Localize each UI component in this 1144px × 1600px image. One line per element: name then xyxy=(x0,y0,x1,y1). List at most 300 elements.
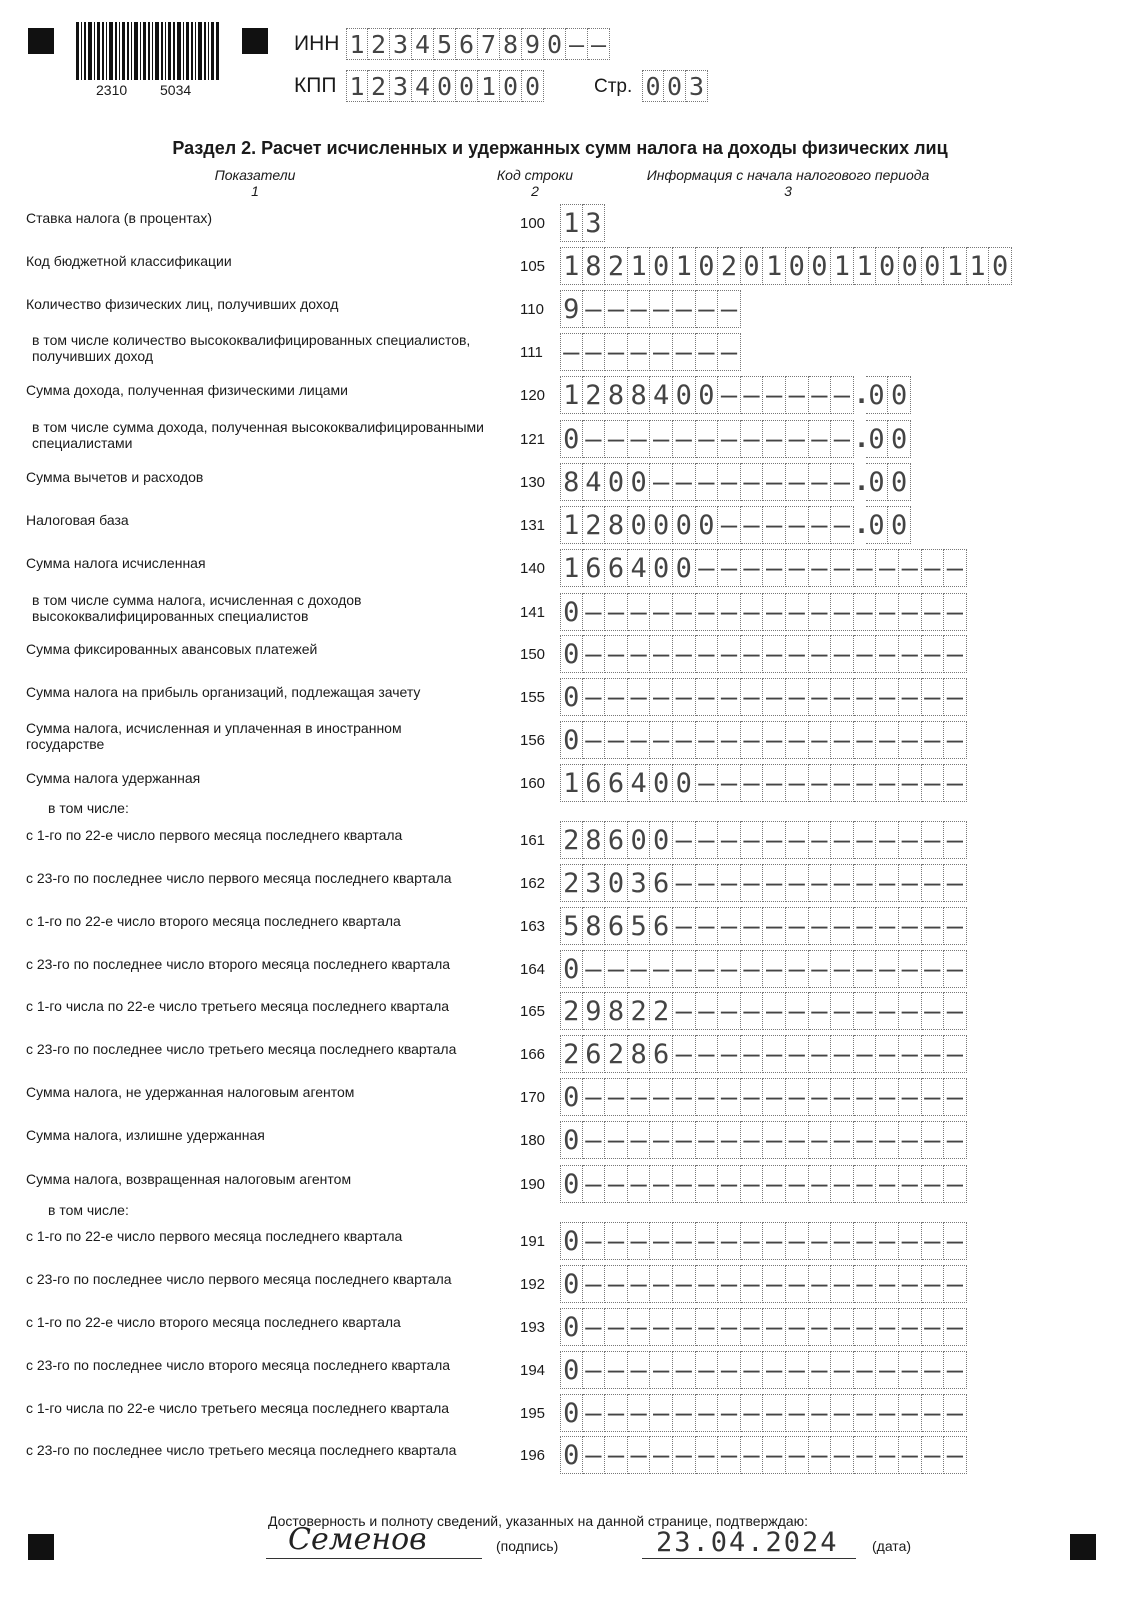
column-header-indicators xyxy=(180,167,330,199)
value-cell: 0 xyxy=(560,1394,583,1432)
value-cell: – xyxy=(854,1078,877,1116)
value-cell: – xyxy=(922,1394,945,1432)
inn-cell: 9 xyxy=(522,28,544,60)
value-cell: – xyxy=(628,1265,651,1303)
value-cell: – xyxy=(763,1078,786,1116)
value-cell: 0 xyxy=(888,420,911,458)
value-cell: – xyxy=(718,992,741,1030)
value-cell: – xyxy=(944,764,967,802)
value-cell: – xyxy=(763,1436,786,1474)
inn-cell: 3 xyxy=(390,28,412,60)
value-cell: – xyxy=(696,463,719,501)
value-cell: – xyxy=(650,1165,673,1203)
value-cell: – xyxy=(605,950,628,988)
corner-marker-bottom-left xyxy=(28,1534,54,1560)
value-cell: 1 xyxy=(673,247,696,285)
value-cell: 2 xyxy=(650,992,673,1030)
value-cell: – xyxy=(605,1351,628,1389)
row-value-140 xyxy=(560,549,967,587)
value-cell: – xyxy=(650,1436,673,1474)
value-cell: – xyxy=(922,593,945,631)
page-label: Стр. xyxy=(594,76,633,97)
value-cell: 8 xyxy=(628,376,651,414)
form-row-140 xyxy=(0,546,1144,588)
value-cell: – xyxy=(696,821,719,859)
value-cell: – xyxy=(876,635,899,673)
value-cell: – xyxy=(944,593,967,631)
row-code-190: 190 xyxy=(520,1176,546,1193)
value-cell: – xyxy=(944,1351,967,1389)
value-cell: – xyxy=(673,678,696,716)
value-cell: – xyxy=(854,678,877,716)
form-row-100 xyxy=(0,201,1144,243)
value-cell: – xyxy=(696,864,719,902)
value-cell: – xyxy=(650,1078,673,1116)
value-cell: – xyxy=(718,1351,741,1389)
form-row-130 xyxy=(0,460,1144,502)
value-cell: 6 xyxy=(650,864,673,902)
value-cell: – xyxy=(741,764,764,802)
value-cell: – xyxy=(876,950,899,988)
row-value-120 xyxy=(560,376,911,414)
value-cell: – xyxy=(741,463,764,501)
value-cell: – xyxy=(899,721,922,759)
value-cell: – xyxy=(650,1222,673,1260)
value-cell: – xyxy=(899,1165,922,1203)
row-label-140: Сумма налога исчисленная xyxy=(26,555,206,571)
value-cell: 0 xyxy=(696,506,719,544)
value-cell: – xyxy=(922,1121,945,1159)
value-cell: – xyxy=(673,463,696,501)
value-cell: – xyxy=(786,1121,809,1159)
value-cell: 0 xyxy=(560,593,583,631)
value-cell: – xyxy=(786,549,809,587)
inn-cell: 1 xyxy=(346,28,368,60)
value-cell: 0 xyxy=(560,1436,583,1474)
value-cell: – xyxy=(831,864,854,902)
value-cell: – xyxy=(922,1351,945,1389)
value-cell: – xyxy=(809,376,832,414)
kpp-cell: 2 xyxy=(368,70,390,102)
value-cell: – xyxy=(628,950,651,988)
value-cell: – xyxy=(718,1121,741,1159)
value-cell: – xyxy=(831,678,854,716)
row-label-100: Ставка налога (в процентах) xyxy=(26,210,213,226)
row-value-164 xyxy=(560,950,967,988)
value-cell: 1 xyxy=(763,247,786,285)
value-cell: – xyxy=(922,1078,945,1116)
value-cell: – xyxy=(696,1222,719,1260)
row-value-163 xyxy=(560,907,967,945)
value-cell: – xyxy=(876,1222,899,1260)
value-cell: – xyxy=(673,1351,696,1389)
row-code-140: 140 xyxy=(520,560,546,577)
value-cell: 9 xyxy=(560,290,583,328)
kpp-cell: 1 xyxy=(346,70,368,102)
row-code-194: 194 xyxy=(520,1362,546,1379)
value-cell: 2 xyxy=(560,1035,583,1073)
row-value-166 xyxy=(560,1035,967,1073)
value-cell: – xyxy=(876,1265,899,1303)
value-cell: – xyxy=(831,506,854,544)
value-cell: – xyxy=(786,1394,809,1432)
value-cell: – xyxy=(741,1308,764,1346)
value-cell: – xyxy=(718,864,741,902)
value-cell: – xyxy=(650,678,673,716)
value-cell: – xyxy=(605,1078,628,1116)
value-cell: – xyxy=(876,593,899,631)
row-value-111 xyxy=(560,333,741,371)
value-cell: – xyxy=(809,1394,832,1432)
value-cell: – xyxy=(628,290,651,328)
value-cell: – xyxy=(718,420,741,458)
value-cell: – xyxy=(922,1165,945,1203)
value-cell: 8 xyxy=(583,821,606,859)
value-cell: – xyxy=(786,821,809,859)
value-cell: 8 xyxy=(583,907,606,945)
value-cell: – xyxy=(899,1265,922,1303)
value-cell: – xyxy=(673,950,696,988)
value-cell: – xyxy=(628,1078,651,1116)
value-cell: – xyxy=(673,821,696,859)
row-code-165: 165 xyxy=(520,1003,546,1020)
value-cell: – xyxy=(876,907,899,945)
value-cell: – xyxy=(763,376,786,414)
value-cell: – xyxy=(583,290,606,328)
row-label-130: Сумма вычетов и расходов xyxy=(26,469,204,485)
value-cell: – xyxy=(831,420,854,458)
value-cell: – xyxy=(583,950,606,988)
value-cell: – xyxy=(696,1265,719,1303)
value-cell: 0 xyxy=(876,247,899,285)
value-cell: – xyxy=(786,907,809,945)
value-cell: – xyxy=(922,549,945,587)
value-cell: – xyxy=(741,1222,764,1260)
value-cell: – xyxy=(628,593,651,631)
value-cell: – xyxy=(786,1308,809,1346)
form-row-105 xyxy=(0,244,1144,286)
value-cell: 1 xyxy=(967,247,990,285)
row-value-170 xyxy=(560,1078,967,1116)
value-cell: – xyxy=(831,1308,854,1346)
value-cell: 2 xyxy=(560,864,583,902)
value-cell: 0 xyxy=(560,721,583,759)
row-label-196: с 23-го по последнее число третьего месяца последнего квартала xyxy=(26,1442,457,1458)
value-cell: – xyxy=(854,1394,877,1432)
inn-cell: 2 xyxy=(368,28,390,60)
value-cell: 2 xyxy=(560,992,583,1030)
value-cell: – xyxy=(763,764,786,802)
value-cell: 0 xyxy=(673,376,696,414)
value-cell: – xyxy=(741,907,764,945)
value-cell: – xyxy=(605,1121,628,1159)
row-label-193: с 1-го по 22-е число второго месяца последнего квартала xyxy=(26,1314,401,1330)
value-cell: – xyxy=(605,1436,628,1474)
page-number-cells xyxy=(642,70,708,102)
value-cell: 9 xyxy=(583,992,606,1030)
kpp-cell: 0 xyxy=(456,70,478,102)
value-cell: – xyxy=(831,376,854,414)
row-value-180 xyxy=(560,1121,967,1159)
value-cell: – xyxy=(876,1121,899,1159)
value-cell: – xyxy=(854,1121,877,1159)
value-cell: – xyxy=(741,678,764,716)
value-cell: – xyxy=(718,907,741,945)
value-cell: – xyxy=(876,1394,899,1432)
row-value-100 xyxy=(560,204,605,242)
barcode-number-right: 5034 xyxy=(160,82,192,98)
value-cell: – xyxy=(899,1121,922,1159)
value-cell: 0 xyxy=(786,247,809,285)
value-cell: 8 xyxy=(628,1035,651,1073)
row-label-192: с 23-го по последнее число первого месяца последнего квартала xyxy=(26,1271,452,1287)
value-cell: – xyxy=(876,764,899,802)
value-cell: 0 xyxy=(888,463,911,501)
value-cell: – xyxy=(673,721,696,759)
value-cell: – xyxy=(673,1265,696,1303)
value-cell: – xyxy=(944,1222,967,1260)
value-cell: – xyxy=(718,950,741,988)
value-cell: – xyxy=(583,1308,606,1346)
value-cell: – xyxy=(899,678,922,716)
row-code-141: 141 xyxy=(520,604,546,621)
row-value-190 xyxy=(560,1165,967,1203)
form-row-120 xyxy=(0,373,1144,415)
inn-label: ИНН xyxy=(294,32,340,55)
value-cell: 0 xyxy=(888,506,911,544)
row-code-105: 105 xyxy=(520,258,546,275)
value-cell: – xyxy=(583,1351,606,1389)
value-cell: – xyxy=(809,635,832,673)
value-cell: 2 xyxy=(583,376,606,414)
value-cell: – xyxy=(809,1078,832,1116)
value-cell: – xyxy=(583,1121,606,1159)
row-label-161: с 1-го по 22-е число первого месяца последнего квартала xyxy=(26,827,403,843)
value-cell: 1 xyxy=(560,506,583,544)
value-cell: 0 xyxy=(560,1165,583,1203)
value-cell: – xyxy=(922,1265,945,1303)
value-cell: – xyxy=(944,1308,967,1346)
value-cell: – xyxy=(696,1035,719,1073)
value-cell: – xyxy=(899,1308,922,1346)
row-code-160: 160 xyxy=(520,775,546,792)
value-cell: – xyxy=(831,907,854,945)
value-cell: – xyxy=(741,864,764,902)
value-cell: – xyxy=(605,290,628,328)
value-cell: 0 xyxy=(560,635,583,673)
value-cell: – xyxy=(922,678,945,716)
value-cell: – xyxy=(673,1394,696,1432)
value-cell: – xyxy=(922,864,945,902)
row-label-110: Количество физических лиц, получивших доход xyxy=(26,296,339,312)
row-code-162: 162 xyxy=(520,875,546,892)
row-value-195 xyxy=(560,1394,967,1432)
row-label-170: Сумма налога, не удержанная налоговым агентом xyxy=(26,1084,355,1100)
value-cell: 6 xyxy=(650,907,673,945)
value-cell: – xyxy=(696,593,719,631)
row-code-120: 120 xyxy=(520,387,546,404)
value-cell: – xyxy=(605,1308,628,1346)
value-cell: – xyxy=(809,950,832,988)
value-cell: – xyxy=(763,678,786,716)
barcode-number-left: 2310 xyxy=(96,82,128,98)
value-cell: – xyxy=(605,721,628,759)
value-cell: 0 xyxy=(989,247,1012,285)
value-cell: – xyxy=(673,420,696,458)
value-cell: – xyxy=(831,992,854,1030)
row-code-192: 192 xyxy=(520,1276,546,1293)
value-cell: 1 xyxy=(560,764,583,802)
inn-cell: – xyxy=(588,28,610,60)
value-cell: 6 xyxy=(583,549,606,587)
inn-cell: 4 xyxy=(412,28,434,60)
section-title: Раздел 2. Расчет исчисленных и удержанных сумм налога на доходы физических лиц xyxy=(172,138,948,158)
value-cell: – xyxy=(876,1035,899,1073)
value-cell: 3 xyxy=(628,864,651,902)
value-cell: – xyxy=(899,635,922,673)
value-cell: – xyxy=(583,1265,606,1303)
row-code-156: 156 xyxy=(520,732,546,749)
value-cell: – xyxy=(831,1351,854,1389)
value-cell: – xyxy=(605,1222,628,1260)
value-cell: . xyxy=(853,467,870,497)
row-code-193: 193 xyxy=(520,1319,546,1336)
value-cell: – xyxy=(583,1222,606,1260)
value-cell: – xyxy=(899,1222,922,1260)
value-cell: – xyxy=(763,721,786,759)
row-code-163: 163 xyxy=(520,918,546,935)
value-cell: – xyxy=(876,721,899,759)
corner-marker-top-left xyxy=(28,28,54,54)
page-number-cell: 0 xyxy=(664,70,686,102)
value-cell: – xyxy=(876,1078,899,1116)
value-cell: 2 xyxy=(583,506,606,544)
row-value-130 xyxy=(560,463,911,501)
row-code-131: 131 xyxy=(520,517,546,534)
value-cell: – xyxy=(650,463,673,501)
value-cell: – xyxy=(673,1222,696,1260)
row-value-155 xyxy=(560,678,967,716)
value-cell: 8 xyxy=(605,992,628,1030)
signature: Семенов xyxy=(288,1522,427,1557)
value-cell: – xyxy=(741,1035,764,1073)
value-cell: 2 xyxy=(718,247,741,285)
value-cell: – xyxy=(673,635,696,673)
value-cell: 0 xyxy=(560,678,583,716)
value-cell: – xyxy=(696,1165,719,1203)
value-cell: – xyxy=(809,1222,832,1260)
value-cell: – xyxy=(876,1351,899,1389)
value-cell: – xyxy=(831,950,854,988)
form-row-160 xyxy=(0,761,1144,803)
value-cell: – xyxy=(718,821,741,859)
row-label-155: Сумма налога на прибыль организаций, подлежащая зачету xyxy=(26,684,421,700)
kpp-cell: 0 xyxy=(434,70,456,102)
row-value-191 xyxy=(560,1222,967,1260)
value-cell: – xyxy=(763,1165,786,1203)
row-code-196: 196 xyxy=(520,1447,546,1464)
value-cell: – xyxy=(831,1436,854,1474)
row-value-165 xyxy=(560,992,967,1030)
value-cell: – xyxy=(583,1165,606,1203)
value-cell: – xyxy=(741,821,764,859)
date-value: 23.04.2024 xyxy=(656,1527,839,1558)
kpp-cell: 3 xyxy=(390,70,412,102)
form-row-180 xyxy=(0,1118,1144,1160)
value-cell: – xyxy=(763,1351,786,1389)
value-cell: 0 xyxy=(560,1351,583,1389)
value-cell: 6 xyxy=(650,1035,673,1073)
row-code-164: 164 xyxy=(520,961,546,978)
value-cell: – xyxy=(583,721,606,759)
value-cell: 0 xyxy=(650,506,673,544)
value-cell: – xyxy=(673,907,696,945)
value-cell: – xyxy=(876,864,899,902)
value-cell: – xyxy=(718,593,741,631)
row-code-170: 170 xyxy=(520,1089,546,1106)
value-cell: – xyxy=(899,907,922,945)
value-cell: – xyxy=(899,950,922,988)
value-cell: – xyxy=(696,420,719,458)
value-cell: – xyxy=(763,635,786,673)
value-cell: – xyxy=(718,1436,741,1474)
row-code-166: 166 xyxy=(520,1046,546,1063)
value-cell: – xyxy=(718,764,741,802)
value-cell: – xyxy=(922,950,945,988)
value-cell: – xyxy=(673,593,696,631)
row-code-191: 191 xyxy=(520,1233,546,1250)
kpp-cell: 0 xyxy=(522,70,544,102)
row-label-190: Сумма налога, возвращенная налоговым агентом xyxy=(26,1171,352,1187)
value-cell: – xyxy=(718,333,741,371)
value-cell: – xyxy=(854,1436,877,1474)
row-label-120: Сумма дохода, полученная физическими лицами xyxy=(26,382,348,398)
value-cell: 0 xyxy=(922,247,945,285)
value-cell: – xyxy=(899,864,922,902)
value-cell: – xyxy=(854,593,877,631)
value-cell: – xyxy=(650,1265,673,1303)
value-cell: – xyxy=(944,1035,967,1073)
value-cell: – xyxy=(899,821,922,859)
value-cell: – xyxy=(809,1265,832,1303)
value-cell: – xyxy=(922,821,945,859)
row-value-105 xyxy=(560,247,1012,285)
value-cell: – xyxy=(786,1222,809,1260)
form-row-195 xyxy=(0,1391,1144,1433)
value-cell: 1 xyxy=(560,376,583,414)
row-value-192 xyxy=(560,1265,967,1303)
value-cell: 4 xyxy=(650,376,673,414)
value-cell: 1 xyxy=(628,247,651,285)
value-cell: – xyxy=(628,1121,651,1159)
value-cell: – xyxy=(786,678,809,716)
value-cell: 4 xyxy=(628,549,651,587)
value-cell: – xyxy=(763,593,786,631)
value-cell: – xyxy=(605,635,628,673)
kpp-cell: 1 xyxy=(478,70,500,102)
barcode xyxy=(76,22,220,84)
form-row-161 xyxy=(0,818,1144,860)
form-row-190 xyxy=(0,1162,1144,1204)
value-cell: – xyxy=(763,506,786,544)
value-cell: 8 xyxy=(605,376,628,414)
row-label-194: с 23-го по последнее число второго месяца последнего квартала xyxy=(26,1357,451,1373)
value-cell: 4 xyxy=(583,463,606,501)
value-cell: 0 xyxy=(560,1078,583,1116)
value-cell: – xyxy=(583,1436,606,1474)
value-cell: – xyxy=(583,333,606,371)
value-cell: 1 xyxy=(560,247,583,285)
